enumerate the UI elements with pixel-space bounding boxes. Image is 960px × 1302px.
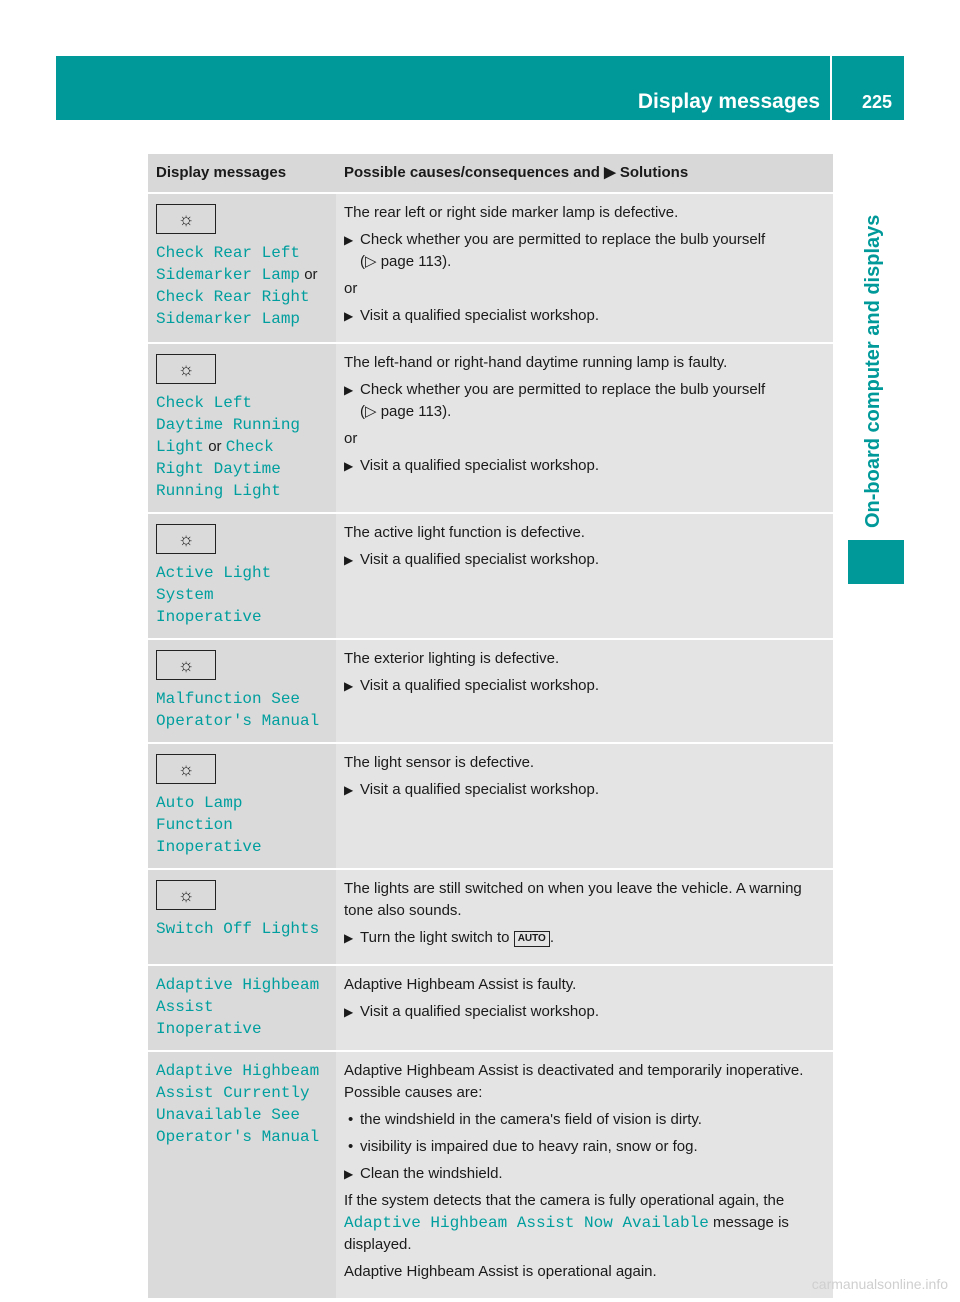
col-header-solutions-word: Solutions [619,164,689,181]
action-item [344,675,825,697]
cause-text: The left-hand or right-hand daytime running lamp is faulty. [344,354,728,371]
action-text: Visit a qualified specialist workshop. [360,457,600,474]
action-item [344,305,825,327]
detect-text-b: message is displayed. [344,1214,789,1253]
display-message: Switch Off Lights [156,920,320,938]
header-bar [56,56,904,120]
header-separator [830,56,832,120]
table-row [148,193,833,343]
action-text: Turn the light switch to [360,929,510,946]
arrow-right-icon: ▶ [344,783,354,797]
table-row [148,513,833,639]
display-message: Check Rear Right Sidemarker Lamp [156,288,310,328]
action-item [344,927,825,949]
light-bulb-warning-icon: ☼ [156,880,216,910]
arrow-right-icon: ▶ [344,553,354,567]
arrow-right-icon: ▶ [344,383,354,397]
table-row [148,343,833,513]
arrow-right-icon: ▶ [344,931,354,945]
watermark: carmanualsonline.info [811,1276,948,1292]
action-text: Clean the windshield. [360,1165,503,1182]
action-item [344,779,825,801]
arrow-right-icon: ▶ [344,1167,354,1181]
table-row [148,1051,833,1298]
display-message: Adaptive Highbeam Assist Now Available [344,1214,709,1232]
page-ref[interactable]: (▷ page 113). [360,253,452,270]
display-message: Adaptive Highbeam Assist Inoperative [156,976,320,1038]
table-row [148,869,833,965]
light-bulb-warning-icon: ☼ [156,524,216,554]
action-text: Visit a qualified specialist workshop. [360,551,600,568]
light-bulb-warning-icon: ☼ [156,754,216,784]
cause-text: The active light function is defective. [344,524,585,541]
cause-item-text: visibility is impaired due to heavy rain, snow or fog. [360,1138,698,1155]
action-text: Visit a qualified specialist workshop. [360,781,600,798]
action-text: Check whether you are permitted to replace the bulb yourself [360,381,766,398]
action-text: Visit a qualified specialist workshop. [360,307,600,324]
side-tab-block [848,540,904,584]
display-message: Adaptive Highbeam Assist Currently Unavailable See Operator's Manual [156,1062,320,1146]
cause-text: The light sensor is defective. [344,754,535,771]
detect-text [344,1190,825,1256]
cause-text: Adaptive Highbeam Assist is faulty. [344,976,577,993]
action-item [344,229,825,273]
header-title: Display messages [637,90,820,113]
action-text: Visit a qualified specialist workshop. [360,1003,600,1020]
table-row [148,743,833,869]
arrow-right-icon: ▶ [344,679,354,693]
display-message: Check Rear Left Sidemarker Lamp [156,244,301,284]
or-text: or [344,280,358,297]
arrow-right-icon: ▶ [344,309,354,323]
action-item [344,1163,825,1185]
action-item [344,549,825,571]
action-text: Visit a qualified specialist workshop. [360,677,600,694]
col-header-messages: Display messages [148,154,336,193]
display-messages-table [148,154,833,1298]
light-bulb-warning-icon: ☼ [156,354,216,384]
auto-key-icon: AUTO [514,931,550,947]
action-item [344,379,825,423]
arrow-right-icon: ▶ [344,459,354,473]
action-text: Check whether you are permitted to replace the bulb yourself [360,231,766,248]
action-end: . [549,929,555,946]
display-message: Malfunction See Operator's Manual [156,690,320,730]
final-text: Adaptive Highbeam Assist is operational again. [344,1263,657,1280]
cause-text: Adaptive Highbeam Assist is deactivated and temporarily inoperative. Possible causes are: [344,1062,804,1101]
bullet-dot-icon: • [348,1111,354,1128]
joiner: or [304,266,318,283]
joiner: or [208,438,222,455]
table-row [148,965,833,1051]
display-message: Active Light System Inoperative [156,564,272,626]
arrow-right-icon: ▶ [344,1005,354,1019]
side-tab-label: On-board computer and displays [862,214,884,528]
display-message: Auto Lamp Function Inoperative [156,794,262,856]
display-message: Check Left Daytime Running Light [156,394,301,456]
col-header-solutions [336,154,833,193]
table-row [148,639,833,743]
or-text: or [344,430,358,447]
cause-text: The rear left or right side marker lamp is defective. [344,204,679,221]
light-bulb-warning-icon: ☼ [156,204,216,234]
display-message: Check Right Daytime Running Light [156,438,281,500]
page-number: 225 [861,92,892,112]
bullet-dot-icon: • [348,1138,354,1155]
table-header-row [148,154,833,193]
cause-item [344,1136,825,1158]
arrow-right-icon: ▶ [344,233,354,247]
cause-text: The exterior lighting is defective. [344,650,560,667]
action-item [344,455,825,477]
cause-text: The lights are still switched on when you leave the vehicle. A warning tone also sounds. [344,880,802,919]
arrow-right-icon: ▶ [604,164,616,181]
light-bulb-warning-icon: ☼ [156,650,216,680]
action-item [344,1001,825,1023]
detect-text-a: If the system detects that the camera is fully operational again, the [344,1192,785,1209]
col-header-causes: Possible causes/consequences and [344,164,600,181]
cause-item-text: the windshield in the camera's field of vision is dirty. [360,1111,702,1128]
cause-item [344,1109,825,1131]
page-ref[interactable]: (▷ page 113). [360,403,452,420]
